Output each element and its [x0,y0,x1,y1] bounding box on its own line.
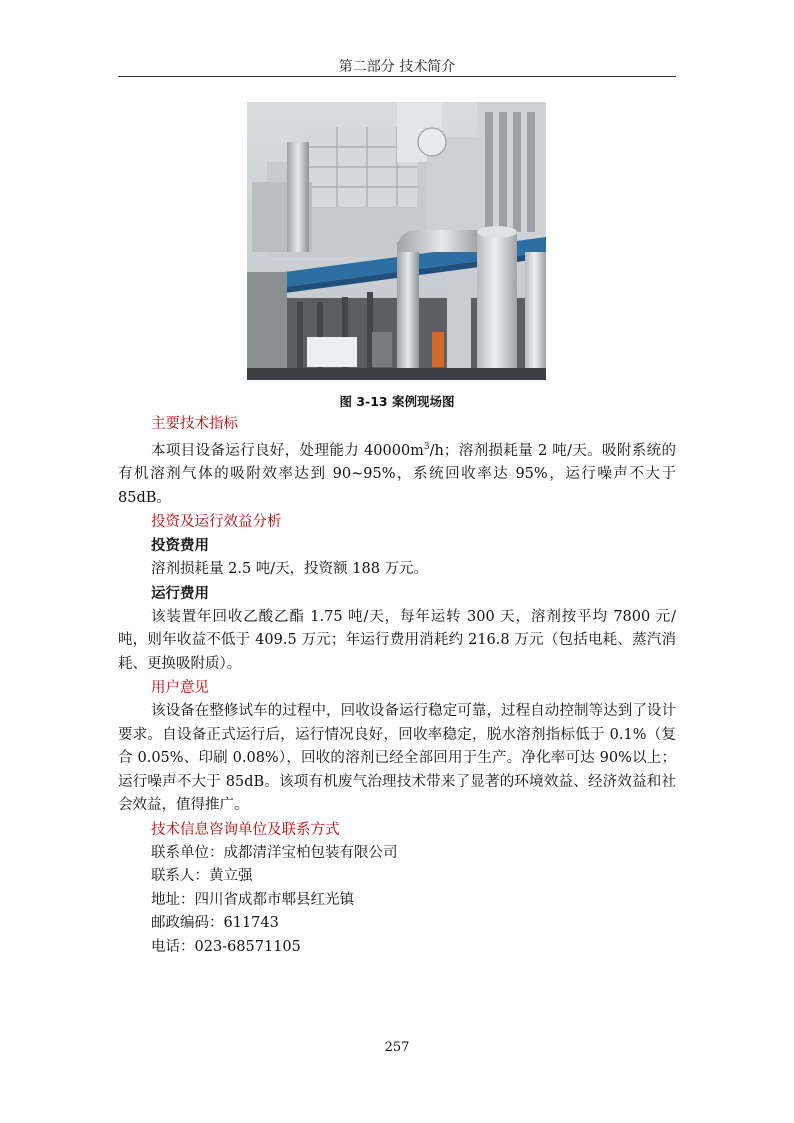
contact-postcode: 邮政编码：611743 [151,915,279,932]
indicators-paragraph [118,436,676,510]
operating-cost-paragraph: 该装置年回收乙酸乙酯 1.75 吨/天，每年运转 300 天，溶剂按平均 7800 元/吨，则年收益不低于 409.5 万元；年运行费用消耗约 216.8 万元（包括电耗、蒸汽消耗、更换吸附质）。 [118,608,676,672]
section-title-feedback: 用户意见 [151,680,209,697]
investment-cost-text: 溶剂损耗量 2.5 吨/天，投资额 188 万元。 [151,561,429,578]
section-title-contact: 技术信息咨询单位及联系方式 [151,821,340,838]
running-header: 第二部分 技术简介 [338,59,456,75]
indicators-text-part1: 本项目设备运行良好，处理能力 40000m [151,442,424,459]
page-number: 257 [384,1040,410,1055]
subsection-title-investment-cost: 投资费用 [151,538,209,555]
superscript-3: 3 [423,442,430,452]
subsection-title-operating-cost: 运行费用 [151,585,209,602]
contact-phone: 电话：023-68571105 [151,938,301,955]
page-body [118,412,676,959]
contact-address: 地址：四川省成都市郫县红光镇 [151,891,354,908]
feedback-paragraph: 该设备在整修试车的过程中，回收设备运行稳定可靠，过程自动控制等达到了设计要求。自设备正式运行后，运行情况良好，回收率稳定，脱水溶剂指标低于 0.1%（复合 0.05%、印刷 0.08%），回收的溶剂已经全部回用于生产。净化率可达 90%以上；运行噪声不大于 85dB。该项有机废气治理技术带来了显著的环境效益、经济效益和社会效益，值得推广。 [118,703,676,814]
indicators-text-part2: /h；溶剂损耗量 2 吨/天。吸附系统的有机溶剂气体的吸附效率达到 90~95%，系统回收率达 95%，运行噪声不大于 85dB。 [118,442,676,506]
section-title-investment: 投资及运行效益分析 [151,514,282,531]
contact-unit: 联系单位：成都清洋宝柏包装有限公司 [151,844,398,861]
case-site-photo [247,102,546,380]
contact-person: 联系人：黄立强 [151,868,253,885]
section-title-indicators: 主要技术指标 [151,416,238,432]
figure-caption: 图 3-13 案例现场图 [339,394,455,409]
header-rule [118,76,676,77]
